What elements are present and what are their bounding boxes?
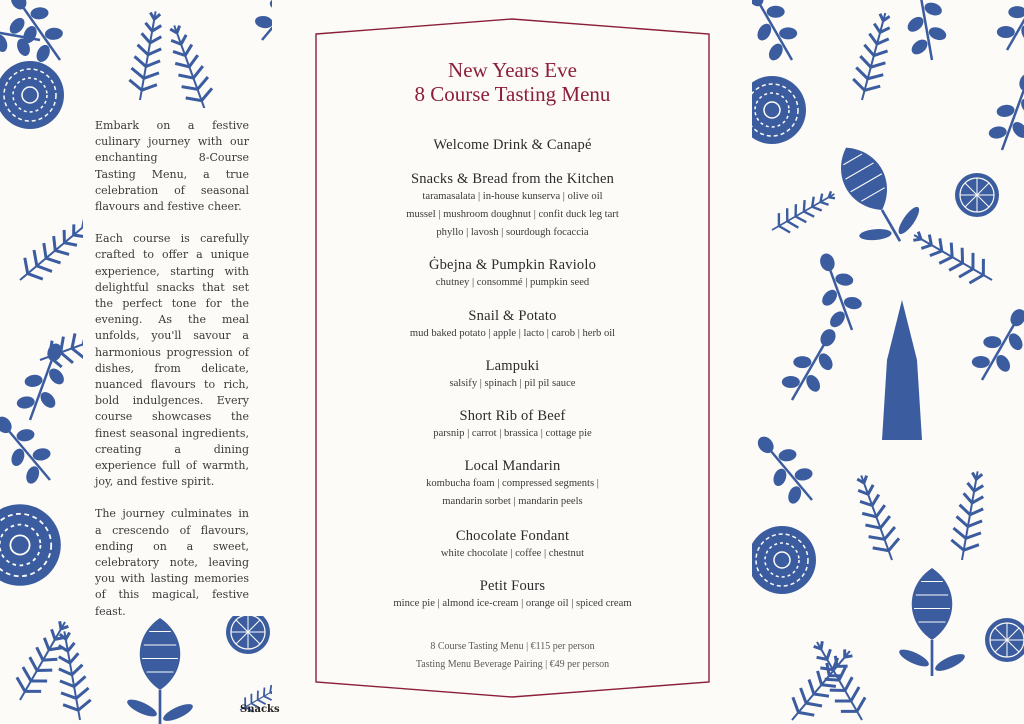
menu-title-line-2: 8 Course Tasting Menu	[414, 82, 611, 106]
course-line: mince pie | almond ice-cream | orange oil | spiced cream	[393, 598, 632, 609]
course-line: mud baked potato | apple | lacto | carob | herb oil	[409, 328, 616, 339]
course-name: Chocolate Fondant	[455, 528, 570, 544]
course-line: salsify | spinach | pil pil sauce	[449, 378, 576, 389]
course-name: Ġbejna & Pumpkin Raviolo	[428, 257, 597, 273]
course-line: phyllo | lavosh | sourdough focaccia	[436, 227, 589, 238]
course-lampuki	[330, 357, 695, 393]
course-chocolate-fondant	[330, 527, 695, 563]
course-snacks-bread	[330, 170, 695, 242]
course-name: Snail & Potato	[468, 308, 557, 324]
intro-paragraph-1: Embark on a festive culinary journey with our enchanting 8-Course Tasting Menu, a true celebration of seasonal flavours and festive cheer.	[95, 119, 249, 214]
course-gbejna-raviolo	[330, 256, 695, 292]
menu-title-line-1: New Years Eve	[448, 58, 577, 82]
price-tasting-menu: 8 Course Tasting Menu | €115 per person	[430, 641, 595, 652]
course-line: chutney | consommé | pumpkin seed	[435, 277, 590, 288]
right-botanical-panel	[752, 0, 1024, 724]
course-line: white chocolate | coffee | chestnut	[440, 548, 585, 559]
course-name: Petit Fours	[479, 578, 546, 594]
intro-text	[95, 118, 249, 636]
price-beverage-pairing: Tasting Menu Beverage Pairing | €49 per person	[415, 659, 610, 670]
course-name: Lampuki	[485, 358, 540, 374]
course-petit-fours	[330, 577, 695, 613]
menu-title	[315, 58, 710, 106]
course-line: taramasalata | in-house kunserva | olive oil	[422, 191, 603, 202]
course-name: Snacks & Bread from the Kitchen	[410, 171, 615, 187]
intro-paragraph-3: The journey culminates in a crescendo of flavours, ending on a sweet, celebratory note, leaving you with lasting memories of this magical, festive feast.	[95, 507, 249, 618]
course-name: Welcome Drink & Canapé	[433, 137, 592, 153]
course-welcome-drink	[330, 136, 695, 154]
course-short-rib	[330, 407, 695, 443]
course-name: Short Rib of Beef	[459, 408, 566, 424]
course-line: parsnip | carrot | brassica | cottage pie	[433, 428, 592, 439]
stray-snacks-label: Snacks	[240, 704, 280, 715]
intro-paragraph-2: Each course is carefully crafted to offer a unique experience, starting with delightful snacks that set the perfect tone for the evening. As the meal unfolds, you'll savour a harmonious progression of dishes, from delicate, nuanced flavours to rich, bold indulgences. Every course showcases the finest seasonal ingredients, creating a dining experience full of warmth, joy, and festive spirit.	[95, 232, 249, 489]
course-line: mussel | mushroom doughnut | confit duck leg tart	[406, 209, 619, 220]
course-local-mandarin	[330, 457, 695, 511]
course-line: mandarin sorbet | mandarin peels	[442, 496, 583, 507]
course-line: kombucha foam | compressed segments |	[426, 478, 599, 489]
botanical-illustration	[752, 0, 1024, 724]
course-name: Local Mandarin	[464, 458, 561, 474]
course-snail-potato	[330, 307, 695, 343]
